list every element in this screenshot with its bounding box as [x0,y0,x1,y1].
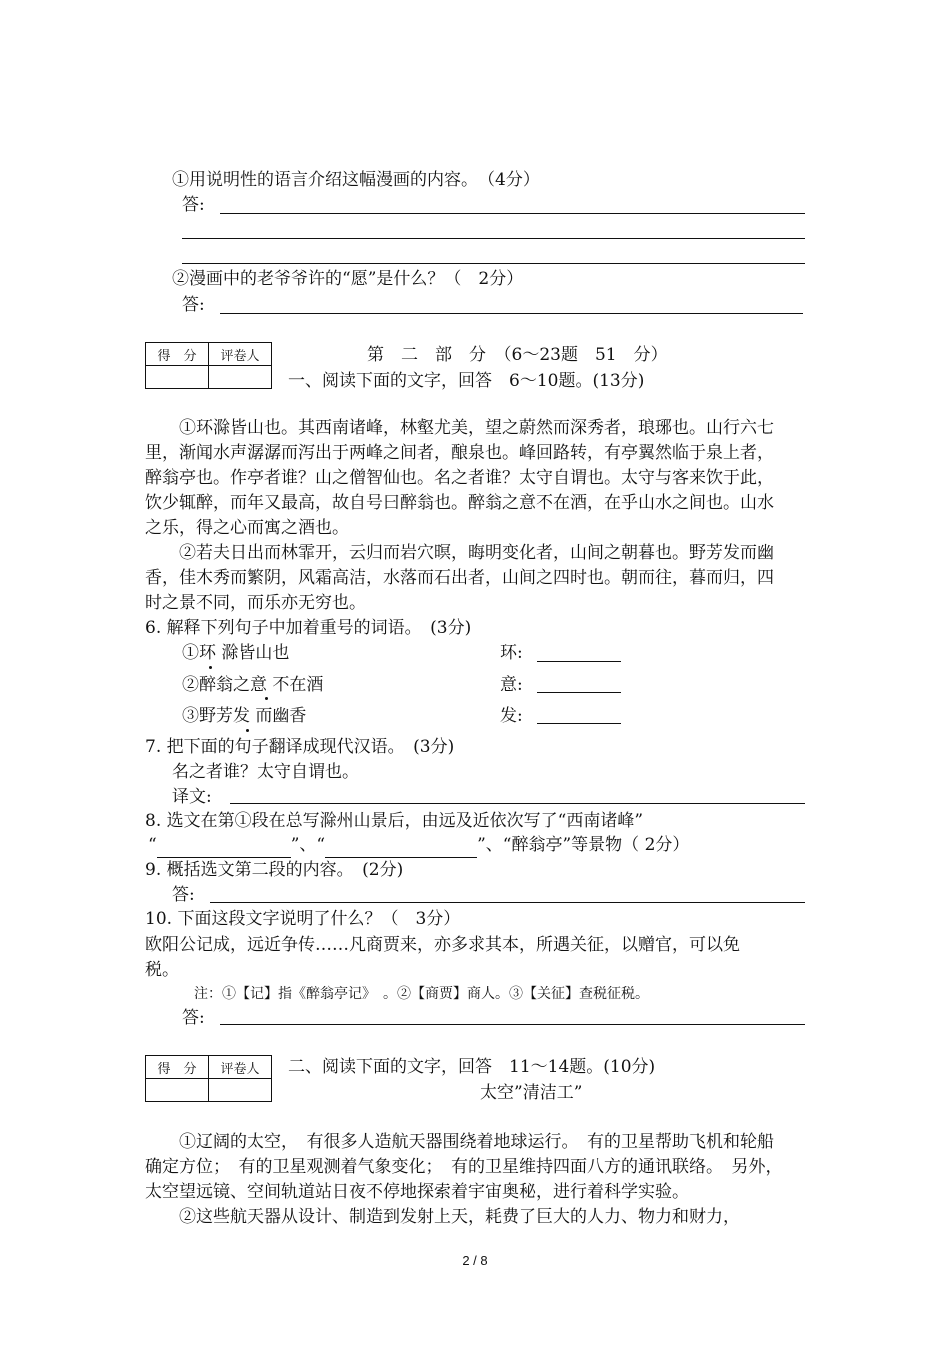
emphasis-dot [246,729,249,732]
score-cell[interactable] [146,1079,209,1102]
grader-cell[interactable] [209,1079,272,1102]
q6-sentence-3: ③野芳发 而幽香 [182,706,307,726]
answer-line[interactable] [182,263,805,264]
answer-line[interactable] [220,1024,805,1025]
grader-header: 评卷人 [209,343,272,366]
emphasis-dot [265,697,268,700]
fill-blank-2[interactable] [325,833,477,858]
emphasis-dot [209,666,212,669]
open-quote: “ [148,835,157,855]
section-2-article-title: 太空”清洁工” [480,1083,583,1103]
section-2-passage [145,1130,785,1230]
answer-line[interactable] [537,723,621,724]
answer-line[interactable] [537,692,621,693]
question-1-answer-label: 答: [182,195,205,215]
question-1-prompt: ①用说明性的语言介绍这幅漫画的内容。 （4分） [172,170,540,190]
question-2-answer-label: 答: [182,295,205,315]
score-box [145,1055,272,1102]
q6-sentence-2: ②醉翁之意 不在酒 [182,675,324,695]
q6-label-2: 意: [500,675,523,695]
fill-blank-1[interactable] [157,833,291,858]
answer-line[interactable] [182,238,805,239]
score-cell[interactable] [146,366,209,389]
passage [145,416,785,616]
question-10-text-line-1: 欧阳公记成，远近争传……凡商贾来，亦多求其本，所遇关征，以赠官，可以免 [145,935,740,955]
question-7-prompt: 7. 把下面的句子翻译成现代汉语。 (3分) [145,737,455,757]
section-2-paragraph-2: ②这些航天器从设计、制造到发射上天，耗费了巨大的人力、物力和财力， [179,1207,740,1227]
part-2-title: 第 二 部 分 （6～23题 51 分） [367,345,668,365]
question-9-prompt: 9. 概括选文第二段的内容。 (2分) [145,860,404,880]
page-number: 2 / 8 [462,1253,488,1268]
q6-sentence-1: ①环 滁皆山也 [182,643,290,663]
question-10-answer-label: 答: [182,1008,205,1028]
question-8-tail: ”、“醉翁亭”等景物（ 2分） [477,835,690,855]
passage-paragraph-2: ②若夫日出而林霏开，云归而岩穴暝，晦明变化者，山间之朝暮也。野芳发而幽香，佳木秀而繁阴，风霜高洁，水落而石出者，山间之四时也。朝而往，暮而归，四时之景不同，而乐亦无穷也。 [145,543,774,613]
question-6-prompt: 6. 解释下列句子中加着重号的词语。 (3分) [145,618,472,638]
score-box [145,342,272,389]
grader-header: 评卷人 [209,1056,272,1079]
question-10-text-line-2: 税。 [145,960,179,980]
answer-line[interactable] [537,661,621,662]
answer-line[interactable] [230,803,805,804]
question-10-note: 注：①【记】指《醉翁亭记》 。②【商贾】商人。③【关征】查税征税。 [194,986,649,1002]
grader-cell[interactable] [209,366,272,389]
answer-line[interactable] [220,313,803,314]
question-2-prompt: ②漫画中的老爷爷许的“愿”是什么？（ 2分） [172,269,524,289]
score-header: 得 分 [146,1056,209,1079]
question-9-answer-label: 答: [172,885,195,905]
section-2-heading: 二、阅读下面的文字，回答 11～14题。(10分) [288,1057,656,1077]
q6-label-3: 发: [500,706,523,726]
passage-paragraph-1: ①环滁皆山也。其西南诸峰，林壑尤美，望之蔚然而深秀者，琅琊也。山行六七里，渐闻水声潺潺而泻出于两峰之间者，酿泉也。峰回路转，有亭翼然临于泉上者，醉翁亭也。作亭者谁？山之僧智仙也。名之者谁？太守自谓也。太守与客来饮于此，饮少辄醉，而年又最高，故自号曰醉翁也。醉翁之意不在酒，在乎山水之间也。山水之乐，得之心而寓之酒也。 [145,418,774,538]
answer-line[interactable] [220,213,805,214]
quote-separator: ”、“ [290,835,326,855]
section-1-heading: 一、阅读下面的文字，回答 6～10题。(13分) [288,371,645,391]
q6-label-1: 环: [500,643,523,663]
question-8-fill [148,833,689,858]
score-header: 得 分 [146,343,209,366]
answer-line[interactable] [210,902,805,903]
question-8-prompt: 8. 选文在第①段在总写滁州山景后，由远及近依次写了“西南诸峰” [145,811,644,831]
section-2-paragraph-1: ①辽阔的太空， 有很多人造航天器围绕着地球运行。 有的卫星帮助飞机和轮船确定方位； 有的卫星观测着气象变化； 有的卫星维持四面八方的通讯联络。 另外，太空望远镜、空间轨道站日夜不停地探索着宇宙奥秘，进行着科学实验。 [145,1132,783,1202]
question-7-answer-label: 译文: [172,787,212,807]
question-7-sentence: 名之者谁？太守自谓也。 [172,762,359,782]
question-10-prompt: 10. 下面这段文字说明了什么？（ 3分） [145,909,461,929]
